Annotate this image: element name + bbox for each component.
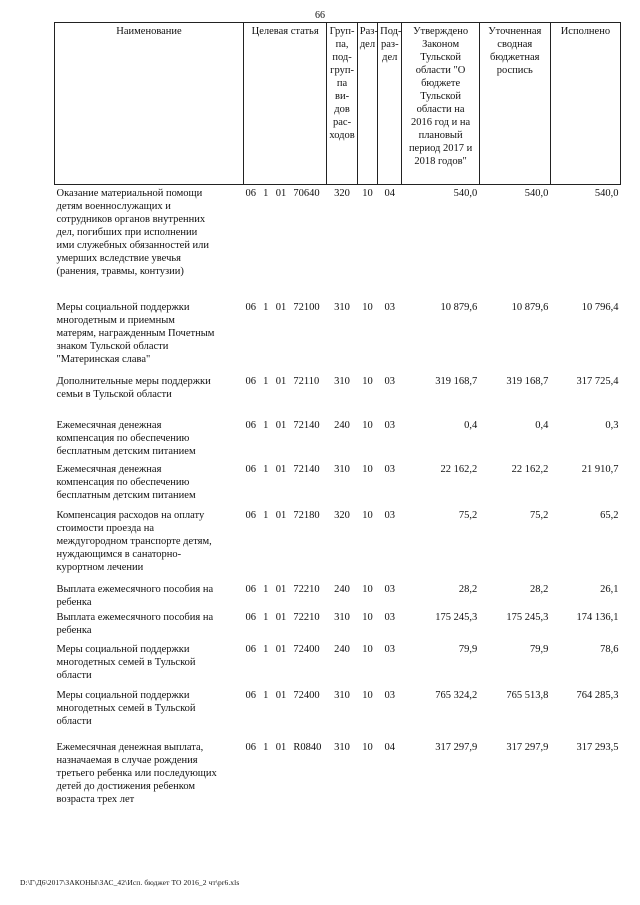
row-name-line: Ежемесячная денежная: [56, 463, 162, 475]
code-program: 06: [245, 509, 256, 521]
row-name-line: многодетных семей в Тульской: [56, 656, 196, 668]
header-line: Тульской: [420, 91, 461, 102]
row-expense-group: 320: [334, 188, 350, 199]
row-name: [55, 375, 244, 419]
header-line: рас-: [333, 117, 352, 128]
row-expense-group: 320: [334, 509, 350, 521]
code-subprogram: 1: [263, 301, 269, 313]
row-name-line: компенсация по обеспечению: [56, 432, 190, 444]
code-program: 06: [245, 689, 256, 701]
header-line: дел: [359, 39, 376, 50]
code-subprogram: 1: [263, 463, 269, 475]
row-section: 10: [362, 583, 373, 595]
row-name-line: Ежемесячная денежная выплата,: [56, 741, 204, 753]
header-line: Уточненная: [488, 26, 542, 37]
row-name-line: области: [56, 669, 92, 681]
row-expense-group: 310: [334, 301, 350, 313]
code-program: 06: [245, 375, 256, 387]
header-section: [357, 23, 377, 185]
row-name-line: области: [56, 715, 92, 727]
row-section: 10: [362, 611, 373, 623]
table-row: [55, 509, 621, 583]
row-refined: 22 162,2: [511, 463, 549, 475]
row-refined: 10 879,6: [511, 301, 549, 313]
table-row: [55, 463, 621, 509]
row-name: [55, 643, 244, 689]
row-expense-group: 310: [334, 689, 350, 701]
row-name: [55, 185, 244, 301]
table-row: [55, 643, 621, 689]
code-direction: 72140: [293, 463, 320, 475]
row-target-code: [244, 583, 327, 611]
row-name-line: ребенка: [56, 624, 92, 636]
row-refined: 319 168,7: [506, 375, 549, 387]
header-line: дов: [334, 104, 350, 115]
header-line: роспись: [496, 65, 533, 76]
row-name: [55, 301, 244, 375]
row-target-code: [244, 301, 327, 375]
row-executed: 26,1: [600, 583, 619, 595]
row-refined: 765 513,8: [506, 689, 549, 701]
row-name-line: "Материнская слава": [56, 353, 151, 365]
row-target-code: [244, 689, 327, 741]
row-expense-group: 310: [334, 611, 350, 623]
row-refined: 540,0: [524, 188, 549, 199]
header-line: период 2017 и: [408, 143, 473, 154]
code-event: 01: [275, 463, 287, 475]
row-approved: 0,4: [464, 419, 478, 431]
row-subsection: 03: [384, 463, 396, 475]
row-name: [55, 689, 244, 741]
header-line: бюджетная: [490, 52, 540, 63]
code-program: 06: [245, 611, 256, 623]
row-target-code: [244, 509, 327, 583]
table-row: [55, 611, 621, 643]
row-subsection: 03: [384, 375, 396, 387]
code-subprogram: 1: [263, 188, 269, 199]
header-line: Раз-: [359, 26, 378, 37]
row-name-line: многодетных семей в Тульской: [56, 702, 196, 714]
row-approved: 319 168,7: [435, 375, 478, 387]
row-executed: 764 285,3: [576, 689, 619, 701]
row-name-line: Оказание материальной помощи: [56, 188, 203, 199]
code-event: 01: [275, 375, 287, 387]
row-expense-group: 310: [334, 463, 350, 475]
row-section: 10: [362, 689, 373, 701]
code-program: 06: [245, 643, 256, 655]
row-name-line: детям военнослужащих и: [56, 201, 171, 212]
code-subprogram: 1: [263, 611, 269, 623]
code-program: 06: [245, 583, 256, 595]
header-approved: [402, 23, 479, 185]
row-target-code: [244, 419, 327, 463]
row-name-line: семьи в Тульской области: [56, 388, 172, 400]
header-executed: Исполнено: [550, 23, 620, 185]
row-name-line: возраста трех лет: [56, 793, 135, 805]
row-refined: 0,4: [535, 419, 549, 431]
row-section: 10: [362, 419, 373, 431]
table-row: [55, 185, 621, 301]
row-name-line: нуждающимся в санаторно-: [56, 548, 182, 560]
code-event: 01: [275, 583, 287, 595]
row-section: 10: [362, 741, 373, 753]
row-expense-group: 240: [334, 419, 350, 431]
row-subsection: 03: [384, 583, 396, 595]
row-subsection: 03: [384, 689, 396, 701]
row-approved: 317 297,9: [435, 741, 478, 753]
row-section: 10: [362, 301, 373, 313]
code-direction: 72110: [293, 375, 320, 387]
code-event: 01: [275, 741, 287, 753]
row-name-line: третьего ребенка или последующих: [56, 767, 217, 779]
row-name-line: Выплата ежемесячного пособия на: [56, 583, 214, 595]
header-line: груп-: [330, 65, 354, 76]
row-name-line: Дополнительные меры поддержки: [56, 375, 211, 387]
header-line: сводная: [497, 39, 533, 50]
row-target-code: [244, 643, 327, 689]
header-line: 2018 годов": [414, 156, 467, 167]
row-name-line: назначаемая в случае рождения: [56, 754, 198, 766]
row-name-line: дел, погибших при исполнении: [56, 227, 198, 238]
row-name: [55, 741, 244, 817]
row-executed: 540,0: [594, 188, 619, 199]
code-direction: 72400: [293, 689, 320, 701]
code-subprogram: 1: [263, 419, 269, 431]
row-section: 10: [362, 643, 373, 655]
row-name: [55, 583, 244, 611]
header-line: па ви-: [335, 78, 350, 102]
code-direction: 72100: [293, 301, 320, 313]
code-program: 06: [245, 463, 256, 475]
row-name: [55, 463, 244, 509]
row-expense-group: 310: [334, 375, 350, 387]
row-section: 10: [362, 463, 373, 475]
row-subsection: 03: [384, 419, 396, 431]
row-name-line: Меры социальной поддержки: [56, 643, 190, 655]
row-name-line: бесплатным детским питанием: [56, 445, 196, 457]
row-name-line: стоимости проезда на: [56, 522, 155, 534]
row-executed: 10 796,4: [581, 301, 619, 313]
code-subprogram: 1: [263, 509, 269, 521]
footer-file-path: D:\Г\Д6\2017\ЗАКОНЫ\ЗАС_42\Исп. бюджет ТО 2016_2 чт\pr6.xls: [20, 878, 240, 887]
code-subprogram: 1: [263, 689, 269, 701]
code-event: 01: [275, 509, 287, 521]
code-subprogram: 1: [263, 741, 269, 753]
header-line: па,: [335, 39, 349, 50]
row-name-line: знаком Тульской области: [56, 340, 169, 352]
row-name-line: сотрудников органов внутренних: [56, 214, 206, 225]
row-approved: 28,2: [458, 583, 478, 595]
header-line: раз-: [381, 39, 399, 50]
row-name: [55, 611, 244, 643]
header-line: ходов: [329, 130, 355, 141]
code-event: 01: [275, 689, 287, 701]
row-subsection: 03: [384, 301, 396, 313]
row-approved: 79,9: [458, 643, 478, 655]
header-line: 2016 год и на: [411, 117, 471, 128]
header-expense-group: [327, 23, 357, 185]
header-target-article: Целевая статья: [244, 23, 327, 185]
row-approved: 540,0: [453, 188, 478, 199]
code-event: 01: [275, 419, 287, 431]
header-line: под-: [332, 52, 352, 63]
header-line: плановый: [418, 130, 463, 141]
row-executed: 174 136,1: [576, 611, 619, 623]
header-line: Груп-: [329, 26, 355, 37]
row-name-line: ребенка: [56, 596, 92, 608]
row-name-line: междугородном транспорте детям,: [56, 535, 212, 547]
row-target-code: [244, 741, 327, 817]
row-name-line: Компенсация расходов на оплату: [56, 509, 205, 521]
row-executed: 65,2: [600, 509, 619, 521]
table-row: [55, 583, 621, 611]
table-row: [55, 375, 621, 419]
row-executed: 78,6: [600, 643, 619, 655]
code-event: 01: [275, 643, 287, 655]
row-executed: 0,3: [605, 419, 619, 431]
row-name: [55, 419, 244, 463]
table-row: [55, 419, 621, 463]
row-section: 10: [362, 509, 373, 521]
header-line: дел: [382, 52, 398, 63]
code-direction: 72210: [293, 611, 320, 623]
row-section: 10: [362, 375, 373, 387]
table-row: [55, 689, 621, 741]
code-program: 06: [245, 419, 256, 431]
row-subsection: 04: [384, 741, 396, 753]
row-name-line: Меры социальной поддержки: [56, 301, 190, 313]
row-executed: 317 725,4: [576, 375, 619, 387]
row-name-line: умерших вследствие увечья: [56, 253, 181, 264]
table-row: [55, 741, 621, 817]
code-event: 01: [275, 301, 287, 313]
code-subprogram: 1: [263, 643, 269, 655]
header-line: Утверждено: [413, 26, 469, 37]
row-target-code: [244, 375, 327, 419]
row-name-line: Меры социальной поддержки: [56, 689, 190, 701]
code-program: 06: [245, 188, 256, 199]
row-subsection: 03: [384, 611, 396, 623]
header-line: области на: [416, 104, 465, 115]
table-body: [55, 185, 621, 817]
row-executed: 317 293,5: [576, 741, 619, 753]
header-row: [55, 23, 621, 185]
row-approved: 765 324,2: [435, 689, 478, 701]
row-refined: 28,2: [529, 583, 549, 595]
row-subsection: 03: [384, 509, 396, 521]
header-refined: [479, 23, 550, 185]
page-number: 66: [315, 10, 325, 21]
row-subsection: 03: [384, 643, 396, 655]
row-executed: 21 910,7: [581, 463, 619, 475]
header-line: Тульской: [420, 52, 461, 63]
header-line: Законом: [422, 39, 460, 50]
code-direction: R0840: [293, 741, 322, 753]
row-expense-group: 240: [334, 583, 350, 595]
row-name: [55, 509, 244, 583]
row-name-line: компенсация по обеспечению: [56, 476, 190, 488]
row-refined: 175 245,3: [506, 611, 549, 623]
row-target-code: [244, 185, 327, 301]
row-refined: 317 297,9: [506, 741, 549, 753]
row-name-line: (ранения, травмы, контузии): [56, 266, 184, 277]
row-section: 10: [362, 188, 373, 199]
row-name-line: курортном лечении: [56, 561, 144, 573]
code-subprogram: 1: [263, 375, 269, 387]
header-subsection: [378, 23, 402, 185]
row-expense-group: 310: [334, 741, 350, 753]
row-name-line: матерям, награжденным Почетным: [56, 327, 215, 339]
row-target-code: [244, 611, 327, 643]
row-name-line: детей до достижения ребенком: [56, 780, 196, 792]
row-approved: 22 162,2: [440, 463, 478, 475]
row-name-line: Ежемесячная денежная: [56, 419, 162, 431]
row-refined: 79,9: [529, 643, 549, 655]
code-event: 01: [275, 611, 287, 623]
row-refined: 75,2: [529, 509, 549, 521]
header-line: Под-: [380, 26, 402, 37]
row-name-line: многодетным и приемным: [56, 314, 175, 326]
code-direction: 72210: [293, 583, 320, 595]
code-program: 06: [245, 741, 256, 753]
table-row: [55, 301, 621, 375]
row-name-line: ими служебных обязанностей или: [56, 240, 210, 251]
header-name: Наименование: [55, 23, 244, 185]
code-event: 01: [275, 188, 287, 199]
row-approved: 10 879,6: [440, 301, 478, 313]
row-name-line: бесплатным детским питанием: [56, 489, 196, 501]
code-direction: 72180: [293, 509, 320, 521]
code-direction: 72400: [293, 643, 320, 655]
code-direction: 70640: [293, 188, 320, 199]
header-line: бюджете: [421, 78, 461, 89]
row-name-line: Выплата ежемесячного пособия на: [56, 611, 214, 623]
row-target-code: [244, 463, 327, 509]
row-expense-group: 240: [334, 643, 350, 655]
code-direction: 72140: [293, 419, 320, 431]
budget-table: [54, 22, 621, 817]
header-line: области "О: [415, 65, 466, 76]
row-approved: 175 245,3: [435, 611, 478, 623]
code-program: 06: [245, 301, 256, 313]
code-subprogram: 1: [263, 583, 269, 595]
row-approved: 75,2: [458, 509, 478, 521]
row-subsection: 04: [384, 188, 396, 199]
